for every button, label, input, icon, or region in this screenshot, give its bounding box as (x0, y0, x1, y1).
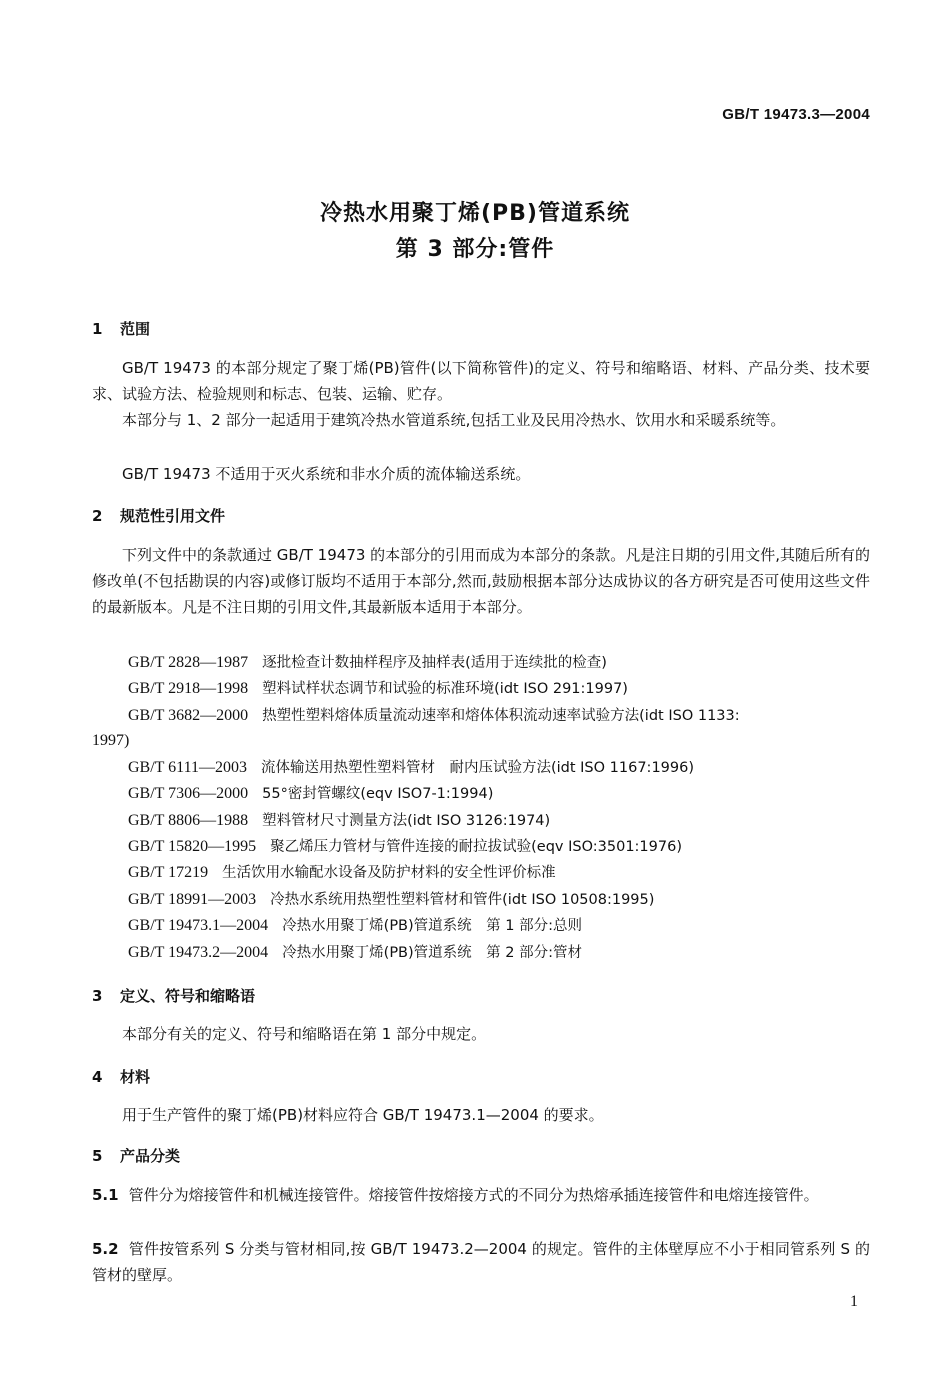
reference-title: 冷热水系统用热塑性塑料管材和管件(idt ISO 10508:1995) (270, 892, 655, 908)
section-3-heading (92, 985, 255, 1006)
reference-code: GB/T 19473.1—2004 (128, 917, 269, 934)
reference-code: GB/T 6111—2003 (128, 759, 247, 776)
reference-title: 55°密封管螺纹(eqv ISO7-1:1994) (262, 786, 494, 802)
reference-title: 流体输送用热塑性塑料管材 耐内压试验方法(idt ISO 1167:1996) (260, 760, 694, 776)
subclause-5-2 (92, 1236, 870, 1288)
subclause-5-1 (92, 1182, 870, 1208)
reference-title: 聚乙烯压力管材与管件连接的耐拉拔试验(eqv ISO:3501:1976) (270, 839, 682, 855)
subclause-text: 管件分为熔接管件和机械连接管件。熔接管件按熔接方式的不同分为热熔承插连接管件和电熔连接管件。 (128, 1186, 819, 1204)
section-title: 范围 (120, 320, 151, 338)
section-number: 1 (92, 320, 103, 338)
section-title: 规范性引用文件 (120, 507, 226, 525)
section-title: 材料 (120, 1068, 151, 1086)
reference-item (128, 781, 493, 807)
reference-title: 热塑性塑料熔体质量流动速率和熔体体积流动速率试验方法(idt ISO 1133: (262, 708, 740, 724)
section-number: 3 (92, 987, 103, 1005)
section-title: 定义、符号和缩略语 (120, 987, 256, 1005)
reference-title: 生活饮用水输配水设备及防护材料的安全性评价标准 (222, 865, 556, 881)
reference-code: GB/T 8806—1988 (128, 812, 249, 829)
reference-item (128, 860, 556, 886)
paragraph: 本部分与 1、2 部分一起适用于建筑冷热水管道系统,包括工业及民用冷热水、饮用水和采暖系统等。 (122, 411, 786, 429)
reference-item (128, 755, 694, 781)
reference-item (128, 940, 582, 966)
reference-item (128, 834, 682, 860)
paragraph: GB/T 19473 的本部分规定了聚丁烯(PB)管件(以下简称管件)的定义、符号和缩略语、材料、产品分类、技术要求、试验方法、检验规则和标志、包装、运输、贮存。 (92, 359, 870, 403)
section-title: 产品分类 (120, 1147, 181, 1165)
reference-item (128, 676, 628, 702)
reference-code: GB/T 3682—2000 (128, 707, 249, 724)
standard-code: GB/T 19473.3—2004 (722, 106, 870, 123)
reference-title: 塑料管材尺寸测量方法(idt ISO 3126:1974) (262, 813, 551, 829)
reference-code: GB/T 2918—1998 (128, 680, 249, 697)
paragraph: GB/T 19473 不适用于灭火系统和非水介质的流体输送系统。 (122, 465, 531, 483)
paragraph: 用于生产管件的聚丁烯(PB)材料应符合 GB/T 19473.1—2004 的要求。 (122, 1106, 604, 1124)
section-2-heading (92, 505, 225, 526)
subclause-number: 5.2 (92, 1240, 119, 1258)
reference-title: 塑料试样状态调节和试验的标准环境(idt ISO 291:1997) (262, 681, 628, 697)
subclause-text: 管件按管系列 S 分类与管材相同,按 GB/T 19473.2—2004 的规定。管件的主体壁厚应不小于相同管系列 S 的管材的壁厚。 (92, 1240, 870, 1284)
section-number: 4 (92, 1068, 103, 1086)
reference-continuation: 1997) (92, 732, 130, 749)
reference-item (128, 650, 607, 676)
reference-code: GB/T 17219 (128, 864, 209, 881)
reference-code: GB/T 19473.2—2004 (128, 944, 269, 961)
paragraph: 本部分有关的定义、符号和缩略语在第 1 部分中规定。 (122, 1025, 487, 1043)
subclause-number: 5.1 (92, 1186, 119, 1204)
reference-title: 逐批检查计数抽样程序及抽样表(适用于连续批的检查) (262, 655, 607, 671)
reference-item (128, 808, 550, 834)
reference-code: GB/T 15820—1995 (128, 838, 257, 855)
reference-code: GB/T 2828—1987 (128, 654, 249, 671)
reference-code: GB/T 18991—2003 (128, 891, 257, 908)
page-number: 1 (850, 1293, 858, 1310)
reference-item (128, 887, 654, 913)
reference-title: 冷热水用聚丁烯(PB)管道系统 第 1 部分:总则 (282, 918, 582, 934)
reference-item (128, 913, 582, 939)
reference-item (128, 703, 740, 729)
reference-code: GB/T 7306—2000 (128, 785, 249, 802)
section-4-heading (92, 1066, 150, 1087)
section-5-heading (92, 1145, 180, 1166)
section-number: 5 (92, 1147, 103, 1165)
section-1-heading (92, 318, 150, 339)
reference-title: 冷热水用聚丁烯(PB)管道系统 第 2 部分:管材 (282, 945, 582, 961)
section-number: 2 (92, 507, 103, 525)
document-title-line2: 第 3 部分:管件 (395, 237, 555, 262)
document-title-line1: 冷热水用聚丁烯(PB)管道系统 (319, 201, 630, 226)
paragraph: 下列文件中的条款通过 GB/T 19473 的本部分的引用而成为本部分的条款。凡是注日期的引用文件,其随后所有的修改单(不包括勘误的内容)或修订版均不适用于本部分,然而,鼓励根据本部分达成协议的各方研究是否可使用这些文件的最新版本。凡是不注日期的引用文件,其最新版本适用于本部分。 (92, 546, 870, 616)
